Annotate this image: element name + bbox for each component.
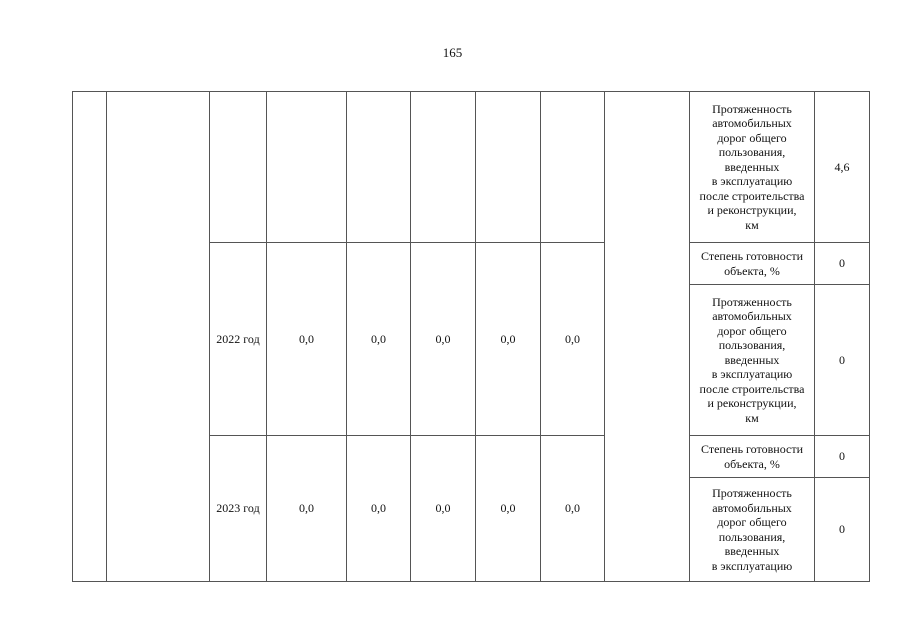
value-cell: 0,0 [476, 243, 541, 436]
indicator-name-cell: Протяженность автомобильных дорог общего пользования, введенных в эксплуатацию после строительства и реконструкции, км [690, 92, 815, 243]
indicator-name-cell: Протяженность автомобильных дорог общего пользования, введенных в эксплуатацию после строительства и реконструкции, км [690, 285, 815, 436]
value-cell: 0,0 [476, 436, 541, 582]
object-name-cell [107, 92, 210, 582]
indicator-value-cell: 4,6 [815, 92, 870, 243]
indicator-value-cell: 0 [815, 243, 870, 285]
value-cell: 0,0 [411, 243, 476, 436]
value-cell: 0,0 [541, 436, 605, 582]
value-cell: 0,0 [347, 436, 411, 582]
value-cell [476, 92, 541, 243]
value-cell [411, 92, 476, 243]
value-cell: 0,0 [541, 243, 605, 436]
value-cell [541, 92, 605, 243]
budget-table [72, 91, 870, 582]
value-cell: 0,0 [347, 243, 411, 436]
executor-cell [605, 92, 690, 582]
indicator-name-cell: Степень готовности объекта, % [690, 436, 815, 478]
indicator-value-cell: 0 [815, 285, 870, 436]
year-cell: 2022 год [210, 243, 267, 436]
number-cell [73, 92, 107, 582]
page-number: 165 [442, 45, 463, 60]
indicator-name-cell: Степень готовности объекта, % [690, 243, 815, 285]
indicator-value-cell: 0 [815, 478, 870, 582]
indicator-name-cell: Протяженность автомобильных дорог общего пользования, введенных в эксплуатацию [690, 478, 815, 582]
value-cell [347, 92, 411, 243]
indicator-value-cell: 0 [815, 436, 870, 478]
year-cell: 2023 год [210, 436, 267, 582]
value-cell: 0,0 [267, 243, 347, 436]
value-cell [267, 92, 347, 243]
value-cell: 0,0 [267, 436, 347, 582]
value-cell: 0,0 [411, 436, 476, 582]
year-cell [210, 92, 267, 243]
